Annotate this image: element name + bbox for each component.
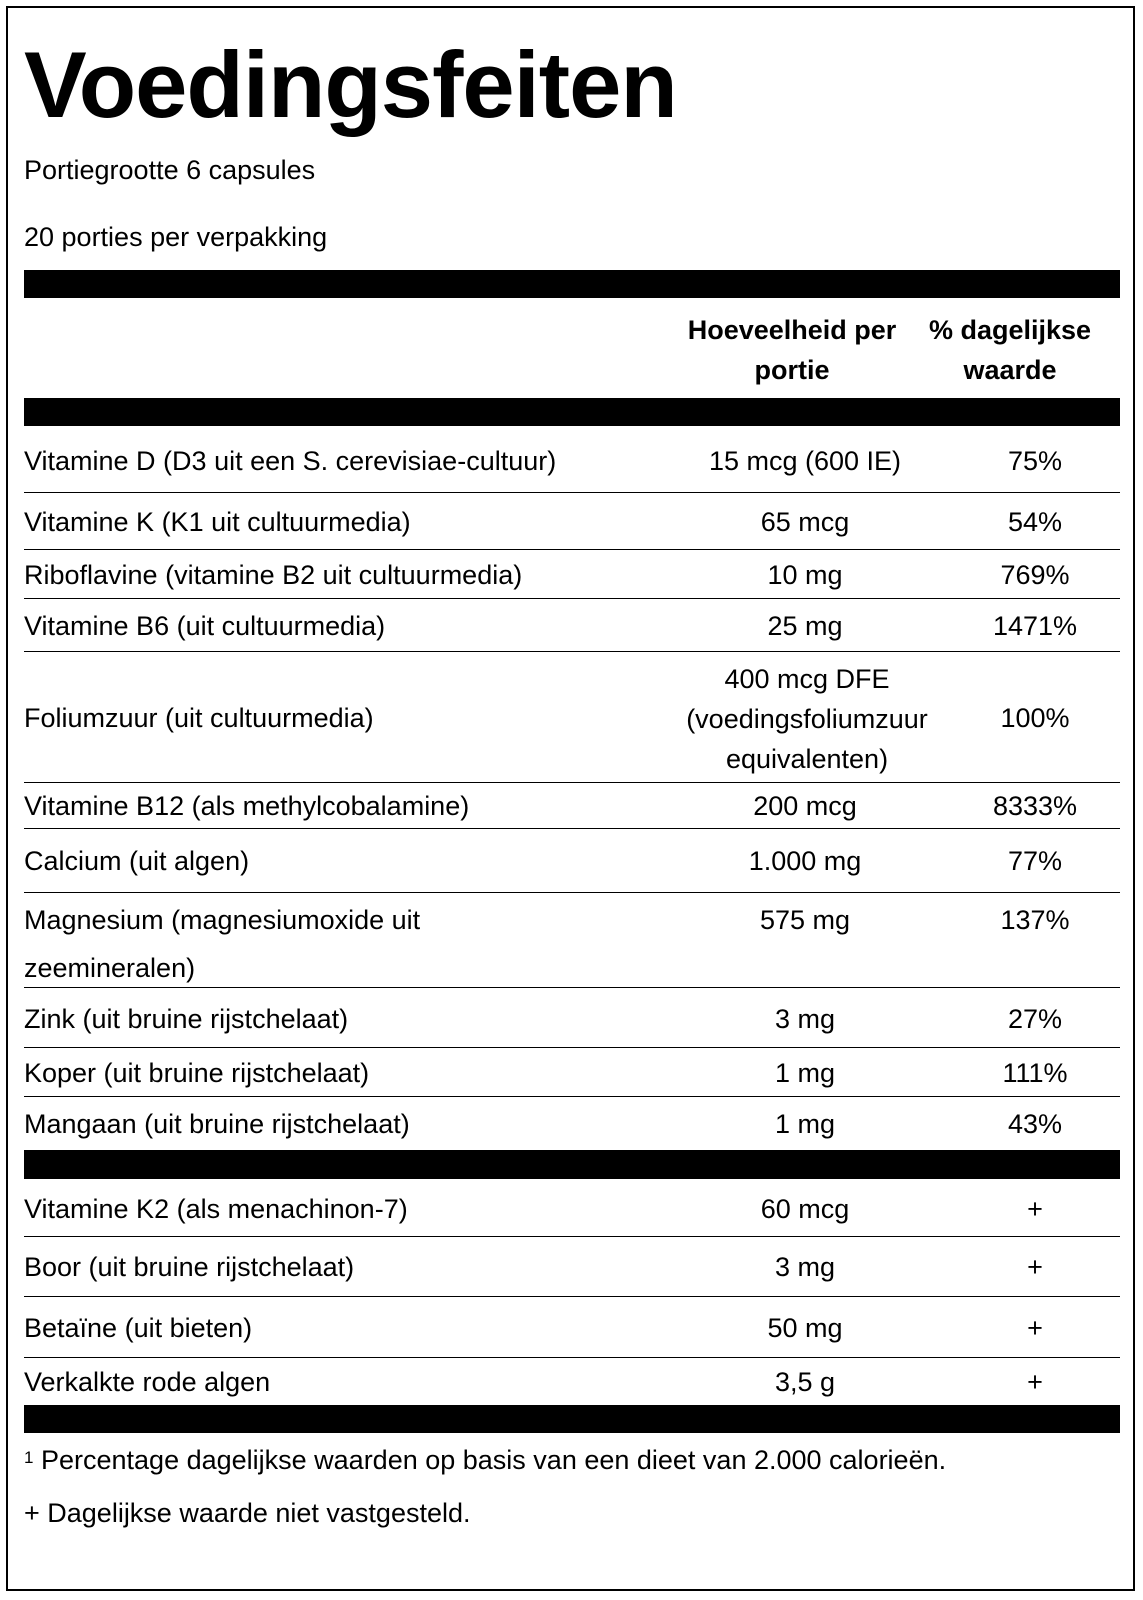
row-divider xyxy=(24,1047,1120,1048)
nutrient-amount: 15 mcg (600 IE) xyxy=(708,446,902,476)
nutrient-name: Riboflavine (vitamine B2 uit cultuurmedia) xyxy=(24,560,523,590)
nutrient-amount: 65 mcg xyxy=(760,507,850,537)
nutrient-daily-value: 27% xyxy=(1007,1004,1063,1034)
section-divider-bar xyxy=(24,1150,1120,1179)
nutrient-name: Zink (uit bruine rijstchelaat) xyxy=(24,1004,349,1034)
row-divider xyxy=(24,549,1120,550)
header-amount: Hoeveelheid per portie xyxy=(687,315,897,385)
header-daily-value: % dagelijkse waarde xyxy=(928,315,1092,385)
header-top-bar xyxy=(24,270,1120,298)
nutrient-name: Vitamine K (K1 uit cultuurmedia) xyxy=(24,507,411,537)
nutrient-daily-value: + xyxy=(1027,1367,1043,1397)
row-divider xyxy=(24,782,1120,783)
row-divider xyxy=(24,892,1120,893)
nutrient-daily-value: 100% xyxy=(1000,703,1070,733)
nutrient-daily-value: 1471% xyxy=(992,611,1078,641)
nutrient-amount: 1 mg xyxy=(774,1109,836,1139)
nutrient-name: Magnesium (magnesiumoxide uit zeemineralen) xyxy=(24,905,421,983)
panel-title: Voedingsfeiten xyxy=(24,32,677,137)
nutrient-daily-value: 43% xyxy=(1007,1109,1063,1139)
nutrient-amount: 3,5 g xyxy=(774,1367,836,1397)
nutrient-name: Koper (uit bruine rijstchelaat) xyxy=(24,1058,370,1088)
row-divider xyxy=(24,598,1120,599)
nutrient-name: Mangaan (uit bruine rijstchelaat) xyxy=(24,1109,410,1139)
footnote-plus: + Dagelijkse waarde niet vastgesteld. xyxy=(24,1498,471,1528)
nutrient-amount: 50 mg xyxy=(767,1313,843,1343)
nutrient-daily-value: 769% xyxy=(1000,560,1070,590)
serving-size: Portiegrootte 6 capsules xyxy=(24,155,316,185)
nutrient-daily-value: + xyxy=(1027,1252,1043,1282)
row-divider xyxy=(24,987,1120,988)
nutrient-amount: 25 mg xyxy=(767,611,843,641)
row-divider xyxy=(24,1096,1120,1097)
nutrient-daily-value: + xyxy=(1027,1194,1043,1224)
nutrient-amount: 3 mg xyxy=(774,1004,836,1034)
row-divider xyxy=(24,1357,1120,1358)
nutrient-daily-value: 137% xyxy=(1000,905,1070,935)
footnote-marker: 1 xyxy=(24,1448,34,1467)
header-bottom-bar xyxy=(24,398,1120,426)
nutrient-name: Vitamine B6 (uit cultuurmedia) xyxy=(24,611,386,641)
nutrient-amount: 1.000 mg xyxy=(748,846,862,876)
footer-bar xyxy=(24,1405,1120,1433)
nutrient-amount: 3 mg xyxy=(774,1252,836,1282)
nutrient-amount: 400 mcg DFE (voedingsfoliumzuur equivalenten) xyxy=(686,664,928,774)
row-divider xyxy=(24,1296,1120,1297)
nutrient-daily-value: 77% xyxy=(1007,846,1063,876)
nutrient-amount: 10 mg xyxy=(767,560,843,590)
nutrient-daily-value: + xyxy=(1027,1313,1043,1343)
nutrient-name: Foliumzuur (uit cultuurmedia) xyxy=(24,703,374,733)
nutrient-name: Vitamine D (D3 uit een S. cerevisiae-cultuur) xyxy=(24,446,557,476)
nutrient-name: Vitamine B12 (als methylcobalamine) xyxy=(24,791,470,821)
row-divider xyxy=(24,828,1120,829)
nutrient-amount: 200 mcg xyxy=(753,791,857,821)
row-divider xyxy=(24,651,1120,652)
nutrient-name: Verkalkte rode algen xyxy=(24,1367,271,1397)
row-divider xyxy=(24,492,1120,493)
nutrient-daily-value: 75% xyxy=(1007,446,1063,476)
nutrient-name: Boor (uit bruine rijstchelaat) xyxy=(24,1252,355,1282)
nutrient-amount: 1 mg xyxy=(774,1058,836,1088)
nutrient-name: Vitamine K2 (als menachinon-7) xyxy=(24,1194,408,1224)
footnote-percent-text: Percentage dagelijkse waarden op basis van een dieet van 2.000 calorieën. xyxy=(40,1445,947,1475)
nutrient-name: Calcium (uit algen) xyxy=(24,846,250,876)
nutrient-name: Betaïne (uit bieten) xyxy=(24,1313,253,1343)
footnote-percent xyxy=(24,1444,946,1476)
nutrient-amount: 60 mcg xyxy=(760,1194,850,1224)
nutrient-daily-value: 54% xyxy=(1007,507,1063,537)
nutrient-daily-value: 8333% xyxy=(992,791,1078,821)
row-divider xyxy=(24,1236,1120,1237)
servings-per-container: 20 porties per verpakking xyxy=(24,222,328,252)
nutrient-daily-value: 111% xyxy=(1002,1058,1068,1088)
nutrient-amount: 575 mg xyxy=(759,905,851,935)
